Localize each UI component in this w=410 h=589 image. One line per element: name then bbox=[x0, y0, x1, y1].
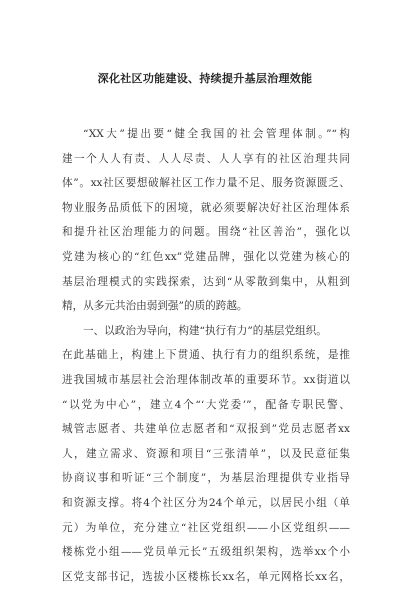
paragraph-line: 区党支部书记，选拔小区楼栋长xx名，单元网格长xx名， bbox=[62, 570, 350, 583]
paragraph-line: 和提升社区治理能力的问题。围绕“社区善治”，强化以 bbox=[62, 226, 350, 239]
paragraph-line: 协商议事和听证“三个制度”，为基层治理提供专业指导 bbox=[62, 472, 350, 485]
paragraph-line: 城管志愿者、共建单位志愿者和“双报到”党员志愿者xx bbox=[62, 423, 350, 436]
paragraph-line: 元）为单位，充分建立“社区党组织——小区党组织—— bbox=[62, 521, 350, 534]
paragraph-line: 进我国城市基层社会治理体制改革的重要环节。xx街道以 bbox=[62, 373, 350, 386]
paragraph-line: 物业服务品质低下的困境，就必须要解决好社区治理体系 bbox=[62, 201, 350, 214]
paragraph-line: “XX大”提出要“健全我国的社会管理体制。”“构 bbox=[83, 128, 350, 140]
paragraph-line: 楼栋党小组——党员单元长”五级组织架构，选举xx个小 bbox=[62, 546, 350, 559]
paragraph-line: 精，从多元共治由弱到强”的质的跨越。 bbox=[62, 300, 248, 313]
paragraph-line: 建一个人人有责、人人尽责、人人享有的社区治理共同 bbox=[62, 152, 350, 165]
paragraph-line: 党建为核心的“红色xx”党建品牌，强化以党建为核心的 bbox=[62, 250, 350, 263]
paragraph-line: 人，建立需求、资源和项目“三张清单”，以及民意征集 bbox=[62, 447, 350, 460]
document-title: 深化社区功能建设、持续提升基层治理效能 bbox=[97, 72, 313, 85]
paragraph-line: 基层治理模式的实践探索，达到“从零散到集中，从粗到 bbox=[62, 275, 350, 288]
paragraph-line: 和资源支撑。将4个社区分为24个单元，以居民小组（单 bbox=[62, 496, 350, 509]
paragraph-line: 体”。xx社区要想破解社区工作力量不足、服务资源匮乏、 bbox=[62, 177, 350, 190]
paragraph-line: “以党为中心”，建立4个“‘大党委’”，配备专职民警、 bbox=[62, 398, 350, 411]
document-body bbox=[62, 122, 350, 589]
paragraph-line: 在此基础上，构建上下贯通、执行有力的组织系统，是推 bbox=[62, 349, 350, 362]
section-heading-line: 一、以政治为导向，构建“执行有力”的基层党组织。 bbox=[83, 324, 327, 337]
